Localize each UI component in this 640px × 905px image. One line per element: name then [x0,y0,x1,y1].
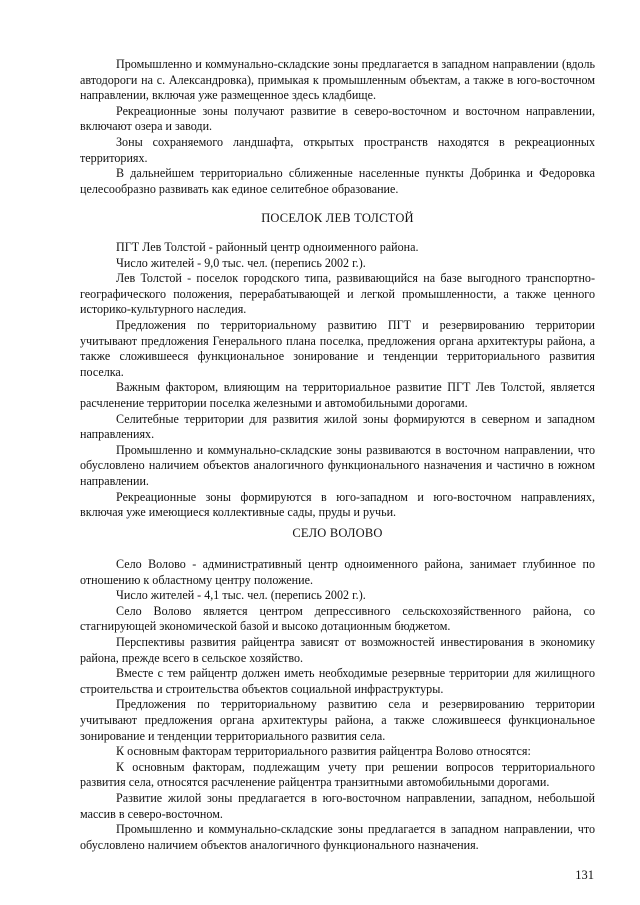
section-heading: СЕЛО ВОЛОВО [292,526,383,540]
paragraph: Вместе с тем райцентр должен иметь необходимые резервные территории для жилищного строительства и строительства объектов социальной инфраструктуры. [80,666,595,696]
paragraph: Развитие жилой зоны предлагается в юго-восточном направлении, западном, небольшой массив в северо-восточном. [80,790,595,821]
paragraph: Промышленно и коммунально-складские зоны развиваются в восточном направлении, что обусловлено наличием объектов аналогичного функционального назначения и частично в южном направлении. [80,442,595,488]
paragraph: Предложения по территориальному развитию села и резервированию территории учитывают предложения органа архитектуры района, а также сложившееся функциональное зонирование и тенденции территориального развития села. [80,697,595,743]
page-number: 131 [575,868,594,882]
intro-section [80,57,595,197]
paragraph: Число жителей - 4,1 тыс. чел. (перепись 2002 г.). [116,588,366,603]
paragraph: Рекреационные зоны получают развитие в северо-восточном и восточном направлении, включают озера и заводи. [80,103,595,134]
paragraph: Важным фактором, влияющим на территориальное развитие ПГТ Лев Толстой, является расчленение территории поселка железными и автомобильными дорогами. [80,380,595,410]
paragraph: Рекреационные зоны формируются в юго-западном и юго-восточном направлениях, включая уже имеющиеся коллективные сады, пруды и ручьи. [80,489,595,520]
paragraph: В дальнейшем территориально сближенные населенные пункты Добринка и Федоровка целесообразно развивать как единое селитебное образование. [80,166,595,196]
paragraph: Село Волово - административный центр одноименного района, занимает глубинное по отношению к областному центру положение. [80,557,595,587]
paragraph: Село Волово является центром депрессивного сельскохозяйственного района, со стагнирующей экономической базой и высоко дотационным бюджетом. [80,603,595,634]
paragraph: Зоны сохраняемого ландшафта, открытых пространств находятся в рекреационных территориях. [80,134,595,165]
section-heading: ПОСЕЛОК ЛЕВ ТОЛСТОЙ [261,211,414,225]
paragraph: Промышленно и коммунально-складские зоны предлагается в западном направлении, что обусловлено наличием объектов аналогичного функционального назначения. [80,822,595,852]
volovo-section [80,557,595,853]
paragraph: К основным факторам территориального развития райцентра Волово относятся: [116,744,531,759]
lev-tolstoy-section [80,240,595,521]
section-heading-volovo [80,526,595,542]
paragraph: К основным факторам, подлежащим учету при решении вопросов территориального развития села, относятся расчленение райцентра транзитными автомобильными дорогами. [80,759,595,790]
paragraph: Число жителей - 9,0 тыс. чел. (перепись 2002 г.). [116,255,366,270]
section-heading-lev-tolstoy [80,211,595,227]
paragraph: Промышленно и коммунально-складские зоны предлагается в западном направлении (вдоль автодороги на с. Александровка), примыкая к промышленным объектам, а также в юго-восточном направлении, включая уже размещенное здесь кладбище. [80,57,595,103]
paragraph: Перспективы развития райцентра зависят от возможностей инвестирования в экономику района, прежде всего в сельское хозяйство. [80,634,595,665]
paragraph: ПГТ Лев Толстой - районный центр одноименного района. [116,240,419,254]
paragraph: Предложения по территориальному развитию ПГТ и резервированию территории учитывают предложения Генерального плана поселка, предложения органа архитектуры района, а также сложившееся функциональное зонирование и тенденции территориального развития поселка. [80,317,595,379]
paragraph: Селитебные территории для развития жилой зоны формируются в северном и западном направлениях. [80,411,595,442]
paragraph: Лев Толстой - поселок городского типа, развивающийся на базе выгодного транспортно-географического положения, перерабатывающей и легкой промышленности, а также ценного историко-культурного наследия. [80,271,595,317]
